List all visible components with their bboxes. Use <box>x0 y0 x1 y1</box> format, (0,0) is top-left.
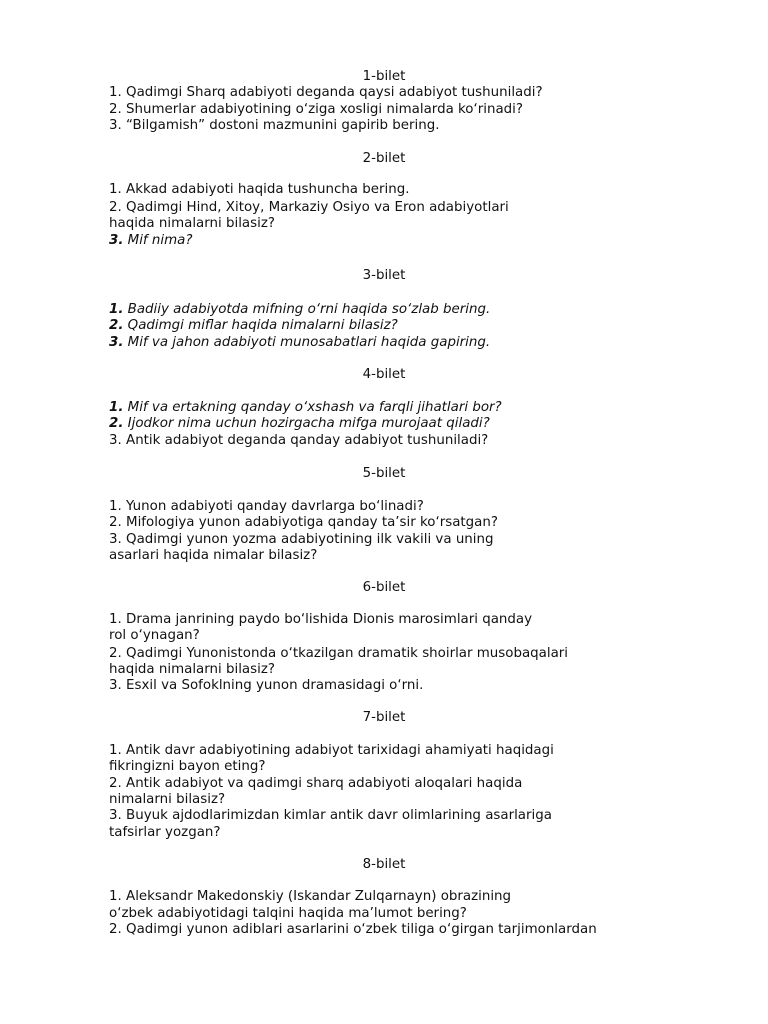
ticket-heading: 3-bilet <box>362 268 406 283</box>
question-number: 1. <box>109 302 124 317</box>
question-line: haqida nimalarni bilasiz? <box>109 216 275 231</box>
question-line: 3. Qadimgi yunon yozma adabiyotining ilk vakili va uning <box>109 532 494 547</box>
question-line: 2. Mifologiya yunon adabiyotiga qanday ta’sir ko‘rsatgan? <box>109 515 498 530</box>
question-text: Mif va ertakning qanday o‘xshash va farqli jihatlari bor? <box>123 400 502 415</box>
ticket-heading: 8-bilet <box>362 857 406 872</box>
question-line: 3. Antik adabiyot deganda qanday adabiyot tushuniladi? <box>109 433 489 448</box>
question-line: 2. Shumerlar adabiyotining o‘ziga xosligi nimalarda ko‘rinadi? <box>109 102 523 117</box>
question-line: o‘zbek adabiyotidagi talqini haqida ma’lumot bering? <box>109 906 467 921</box>
question-line: nimalarni bilasiz? <box>109 792 226 807</box>
question-line: 2. Qadimgi yunon adiblari asarlarini o‘zbek tiliga o‘girgan tarjimonlardan <box>109 922 597 937</box>
question-text: Mif va jahon adabiyoti munosabatlari haqida gapiring. <box>123 335 491 350</box>
question-text: Badiiy adabiyotda mifning o‘rni haqida so‘zlab bering. <box>123 302 491 317</box>
ticket-heading: 7-bilet <box>362 710 406 725</box>
question-line: 3. “Bilgamish” dostoni mazmunini gapirib bering. <box>109 118 440 133</box>
ticket-heading: 6-bilet <box>362 580 406 595</box>
question-line: 3. Buyuk ajdodlarimizdan kimlar antik davr olimlarining asarlariga <box>109 808 552 823</box>
ticket-heading: 2-bilet <box>362 151 406 166</box>
ticket-heading: 5-bilet <box>362 466 406 481</box>
question-line <box>109 400 502 416</box>
question-line <box>109 335 490 351</box>
question-number: 2. <box>109 318 124 333</box>
question-line: asarlari haqida nimalar bilasiz? <box>109 548 318 563</box>
question-line: 1. Drama janrining paydo bo‘lishida Dionis marosimlari qanday <box>109 612 533 627</box>
question-line: fikringizni bayon eting? <box>109 759 266 774</box>
question-line <box>109 318 398 334</box>
question-line <box>109 302 490 318</box>
question-line: 1. Qadimgi Sharq adabiyoti deganda qaysi adabiyot tushuniladi? <box>109 85 543 100</box>
question-line: 1. Aleksandr Makedonskiy (Iskandar Zulqarnayn) obrazining <box>109 889 512 904</box>
question-line: rol o‘ynagan? <box>109 628 200 643</box>
question-line: 1. Akkad adabiyoti haqida tushuncha bering. <box>109 182 410 197</box>
ticket-heading: 4-bilet <box>362 367 406 382</box>
question-number: 3. <box>109 233 124 248</box>
question-line: 1. Yunon adabiyoti qanday davrlarga bo‘linadi? <box>109 499 424 514</box>
question-number: 3. <box>109 335 124 350</box>
question-text: Ijodkor nima uchun hozirgacha mifga murojaat qiladi? <box>123 416 490 431</box>
question-text: Mif nima? <box>123 233 193 248</box>
question-line: haqida nimalarni bilasiz? <box>109 662 275 677</box>
question-line <box>109 416 490 432</box>
question-line <box>109 233 192 249</box>
question-line: tafsirlar yozgan? <box>109 825 221 840</box>
question-line: 2. Qadimgi Hind, Xitoy, Markaziy Osiyo va Eron adabiyotlari <box>109 200 509 215</box>
question-line: 3. Esxil va Sofoklning yunon dramasidagi o‘rni. <box>109 678 424 693</box>
question-text: Qadimgi miflar haqida nimalarni bilasiz? <box>123 318 398 333</box>
ticket-heading: 1-bilet <box>362 69 406 84</box>
question-line: 2. Qadimgi Yunonistonda o‘tkazilgan dramatik shoirlar musobaqalari <box>109 646 569 661</box>
question-number: 2. <box>109 416 124 431</box>
question-line: 2. Antik adabiyot va qadimgi sharq adabiyoti aloqalari haqida <box>109 776 523 791</box>
question-line: 1. Antik davr adabiyotining adabiyot tarixidagi ahamiyati haqidagi <box>109 743 554 758</box>
question-number: 1. <box>109 400 124 415</box>
